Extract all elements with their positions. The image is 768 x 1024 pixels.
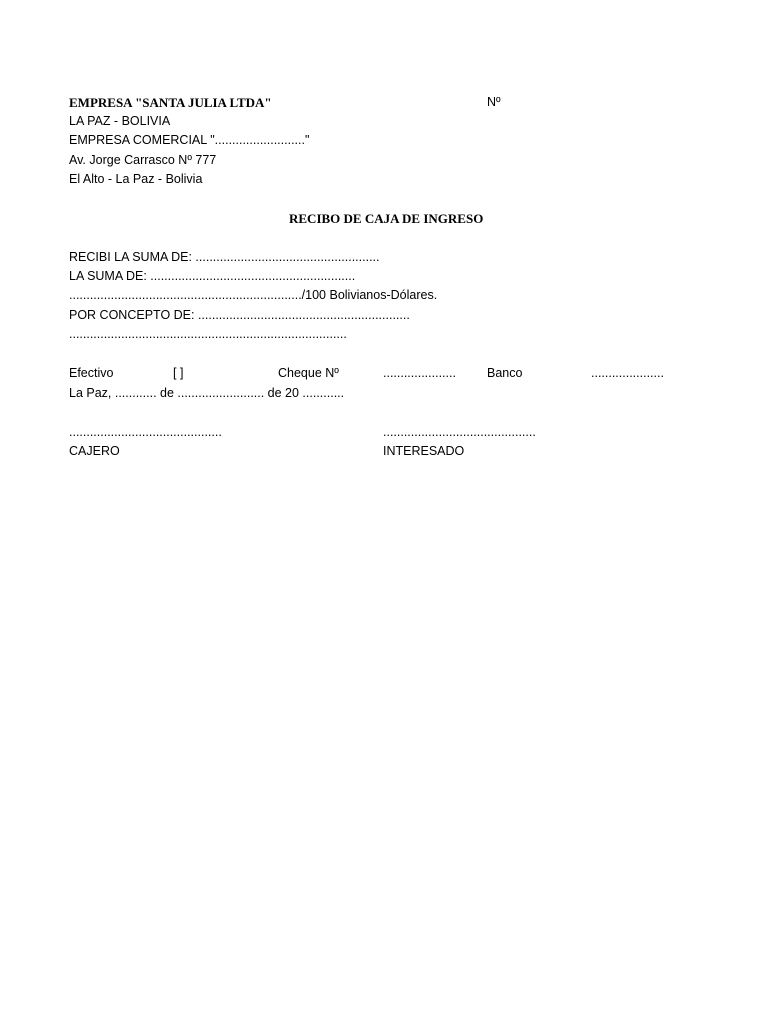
cashier-signature-line: ............................................	[69, 425, 222, 439]
date-line: La Paz, ............ de ......................... de 20 ............	[69, 386, 345, 400]
check-number-blank: .....................	[383, 366, 456, 380]
interested-signature-line: ............................................	[383, 425, 536, 439]
concept-continued-line: ................................................................................	[69, 327, 347, 341]
concept-line: POR CONCEPTO DE: .............................................................	[69, 308, 410, 322]
sum-of-line: LA SUMA DE: ...........................................................	[69, 269, 356, 283]
receipt-number-label: Nº	[487, 95, 501, 109]
sum-amount-line: .................................................................../100 Bolivianos-Dólares.	[69, 288, 438, 302]
cash-label: Efectivo	[69, 366, 114, 380]
document-title: RECIBO DE CAJA DE INGRESO	[289, 211, 484, 226]
cashier-label: CAJERO	[69, 444, 120, 458]
check-number-label: Cheque Nº	[278, 366, 339, 380]
city-country: LA PAZ - BOLIVIA	[69, 114, 171, 128]
received-sum-line: RECIBI LA SUMA DE: .....................................................	[69, 250, 380, 264]
commercial-company: EMPRESA COMERCIAL ".........................."	[69, 133, 310, 147]
bank-label: Banco	[487, 366, 523, 380]
location: El Alto - La Paz - Bolivia	[69, 172, 203, 186]
interested-label: INTERESADO	[383, 444, 465, 458]
company-name: EMPRESA "SANTA JULIA LTDA"	[69, 95, 272, 110]
address: Av. Jorge Carrasco Nº 777	[69, 153, 217, 167]
bank-blank: .....................	[591, 366, 664, 380]
cash-checkbox: [ ]	[173, 366, 184, 380]
